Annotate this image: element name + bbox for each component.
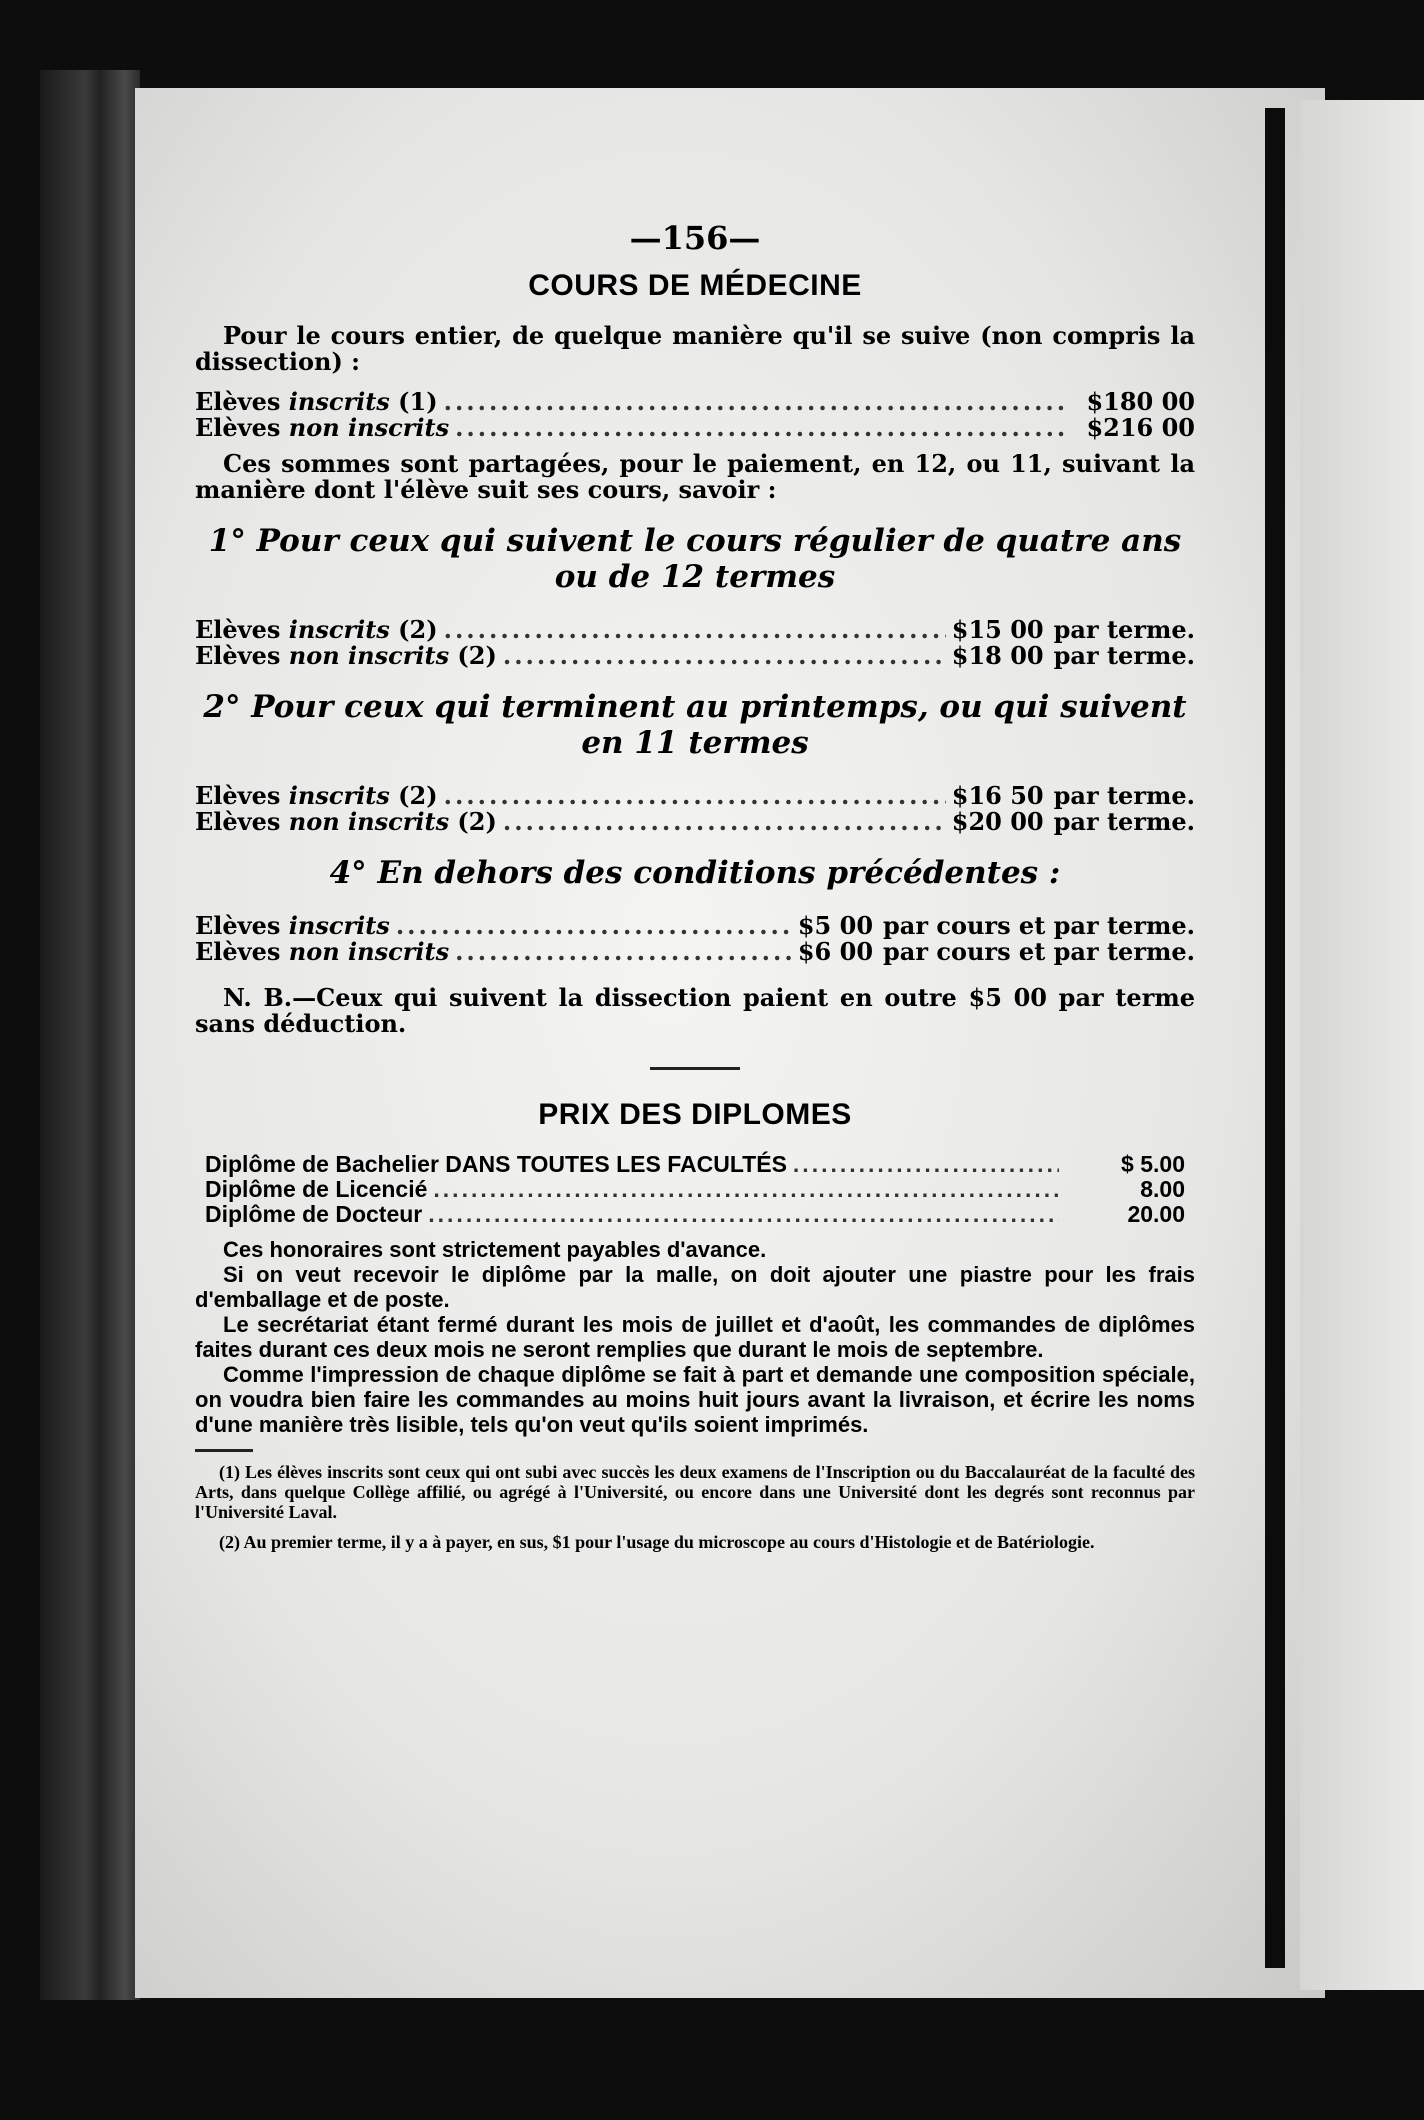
facing-page-edge <box>1300 100 1424 1990</box>
diploma-label: Diplôme de Licencié <box>205 1176 428 1202</box>
footnotes <box>195 1462 1195 1552</box>
page-number: —156— <box>629 219 761 257</box>
leader-dots <box>428 1202 1059 1227</box>
diploma-label: Diplôme de Docteur <box>205 1201 423 1227</box>
leader-dots <box>793 1152 1059 1177</box>
cours-fee-list <box>195 389 1195 441</box>
diploma-price-list <box>195 1152 1195 1227</box>
fee-amount: $6 00 <box>797 937 874 966</box>
fee-label: Elèves inscrits (1) <box>195 387 438 416</box>
fee-label: Elèves non inscrits <box>195 937 450 966</box>
leader-dots <box>433 1177 1059 1202</box>
leader-dots <box>444 783 946 809</box>
diploma-label: Diplôme de Bachelier DANS TOUTES LES FACULTÉS <box>205 1151 787 1177</box>
sharing-paragraph: Ces sommes sont partagées, pour le paiement, en 12, ou 11, suivant la manière dont l'élève suit ses cours, savoir : <box>195 449 1195 504</box>
leader-dots <box>503 643 946 669</box>
diploma-note: Comme l'impression de chaque diplôme se fait à part et demande une composition spéciale, on voudra bien faire les commandes au moins huit jours avant la livraison, et écrire les noms d'une manière très lisible, tels qu'on veut qu'ils soient imprimés. <box>195 1362 1195 1437</box>
fee-amount: $16 50 <box>951 781 1044 810</box>
fee-row <box>195 389 1195 415</box>
leader-dots <box>444 617 946 643</box>
book-spine <box>40 70 140 2000</box>
fee-amount: $180 00 <box>1086 387 1195 416</box>
page-gutter <box>1265 108 1285 1968</box>
diploma-note: Si on veut recevoir le diplôme par la malle, on doit ajouter une piastre pour les frais d'emballage et de poste. <box>195 1262 1195 1312</box>
leader-dots <box>455 415 1069 441</box>
cours-intro: Pour le cours entier, de quelque manière qu'il se suive (non compris la dissection) : <box>195 321 1195 376</box>
diploma-amount: $ 5.00 <box>1121 1151 1185 1177</box>
section-heading: 4° En dehors des conditions précédentes : <box>329 855 1061 891</box>
section-1 <box>195 523 1195 669</box>
fee-row <box>195 415 1195 441</box>
fee-row <box>195 643 1195 669</box>
footnote: (2) Au premier terme, il y a à payer, en sus, $1 pour l'usage du microscope au cours d'Histologie et de Batériologie. <box>219 1532 1095 1552</box>
diploma-row <box>205 1202 1185 1227</box>
fee-suffix: par cours et par terme. <box>883 937 1195 966</box>
fee-amount: $20 00 <box>951 807 1044 836</box>
section-heading: 2° Pour ceux qui terminent au printemps, ou qui suivent en 11 termes <box>203 689 1187 761</box>
fee-label: Elèves inscrits <box>195 911 390 940</box>
fee-row <box>195 783 1195 809</box>
prix-title: PRIX DES DIPLOMES <box>538 1098 852 1131</box>
fee-amount: $5 00 <box>797 911 874 940</box>
section-divider <box>650 1067 740 1070</box>
leader-dots <box>503 809 946 835</box>
section-heading: 1° Pour ceux qui suivent le cours régulier de quatre ans ou de 12 termes <box>208 523 1182 595</box>
diploma-amount: 20.00 <box>1127 1201 1185 1227</box>
fee-suffix: par cours et par terme. <box>883 911 1195 940</box>
fee-suffix: par terme. <box>1053 641 1195 670</box>
fee-label: Elèves non inscrits (2) <box>195 807 497 836</box>
diploma-amount: 8.00 <box>1140 1176 1185 1202</box>
diploma-row <box>205 1177 1185 1202</box>
fee-amount: $18 00 <box>951 641 1044 670</box>
leader-dots <box>396 913 792 939</box>
section-4 <box>195 855 1195 965</box>
fee-row <box>195 617 1195 643</box>
fee-amount: $216 00 <box>1086 413 1195 442</box>
diploma-notes <box>195 1237 1195 1437</box>
fee-label: Elèves non inscrits (2) <box>195 641 497 670</box>
fee-row <box>195 809 1195 835</box>
nb-paragraph: N. B.—Ceux qui suivent la dissection paient en outre $5 00 par terme sans déduction. <box>195 983 1195 1038</box>
page-content <box>195 219 1195 1562</box>
fee-label: Elèves inscrits (2) <box>195 781 438 810</box>
diploma-note: Le secrétariat étant fermé durant les mois de juillet et d'août, les commandes de diplômes faites durant ces deux mois ne seront remplies que durant le mois de septembre. <box>195 1312 1195 1362</box>
fee-row <box>195 939 1195 965</box>
fee-label: Elèves inscrits (2) <box>195 615 438 644</box>
footnote-divider <box>195 1449 253 1452</box>
diploma-row <box>205 1152 1185 1177</box>
fee-suffix: par terme. <box>1053 807 1195 836</box>
fee-amount: $15 00 <box>951 615 1044 644</box>
fee-suffix: par terme. <box>1053 781 1195 810</box>
leader-dots <box>444 389 1069 415</box>
diploma-note: Ces honoraires sont strictement payables d'avance. <box>223 1237 767 1262</box>
section-2 <box>195 689 1195 835</box>
footnote: (1) Les élèves inscrits sont ceux qui ont subi avec succès les deux examens de l'Inscription ou du Baccalauréat de la faculté des Arts, dans quelque Collège affilié, ou agrégé à l'Université, ou encore dans une Université dont les degrés sont reconnus par l'Université Laval. <box>195 1462 1195 1522</box>
fee-row <box>195 913 1195 939</box>
fee-label: Elèves non inscrits <box>195 413 450 442</box>
leader-dots <box>455 939 792 965</box>
fee-suffix: par terme. <box>1053 615 1195 644</box>
cours-title: COURS DE MÉDECINE <box>528 269 862 302</box>
